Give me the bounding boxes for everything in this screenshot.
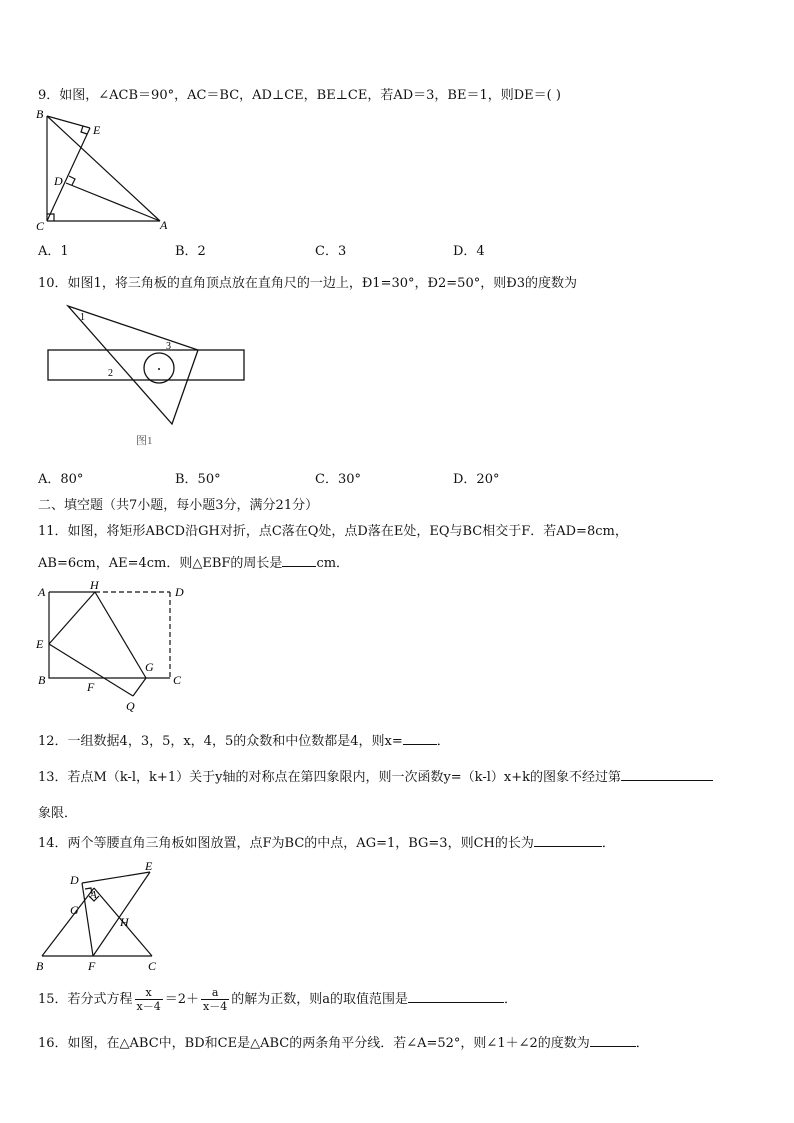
q14-label-C: C bbox=[148, 959, 157, 973]
q10-figure bbox=[38, 298, 258, 456]
q10-option-b[interactable]: B．50° bbox=[175, 472, 221, 487]
q14 bbox=[38, 832, 615, 851]
q14-label-G: G bbox=[70, 903, 79, 917]
q13-text: 13．若点M（k-l，k+1）关于y轴的对称点在第四象限内，则一次函数y=（k-l）x+k的图象不经过第 bbox=[38, 770, 621, 785]
q11-label-Q: Q bbox=[126, 699, 135, 713]
q12-answer-blank[interactable] bbox=[403, 732, 437, 745]
q14-label-E: E bbox=[145, 859, 153, 873]
q13-answer-blank[interactable] bbox=[621, 768, 713, 781]
q15-answer-blank[interactable] bbox=[408, 990, 504, 1003]
q9-option-a[interactable]: A．1 bbox=[38, 244, 69, 259]
q9-label-B: B bbox=[36, 107, 44, 121]
q11-label-C: C bbox=[173, 673, 182, 687]
q15-text-b: 的解为正数，则a的取值范围是 bbox=[231, 992, 408, 1007]
q9-option-d[interactable]: D．4 bbox=[453, 244, 485, 259]
q15-mid: ＝2＋ bbox=[164, 992, 200, 1007]
q13-end: 象限． bbox=[38, 806, 78, 821]
q10-label-3: 3 bbox=[166, 341, 171, 352]
q15-end: ． bbox=[504, 992, 518, 1007]
q9-figure bbox=[30, 106, 180, 234]
q14-answer-blank[interactable] bbox=[534, 834, 602, 847]
q11-line2-text: AB=6cm，AE=4cm．则△EBF的周长是 bbox=[38, 556, 283, 571]
q9-label-A: A bbox=[160, 218, 168, 232]
q16-answer-blank[interactable] bbox=[590, 1034, 636, 1047]
q15-text-a: 15．若分式方程 bbox=[38, 992, 133, 1007]
q10-stem: 10．如图1，将三角板的直角顶点放在直角尺的一边上，Ð1=30°，Ð2=50°，则Ð3的度数为 bbox=[38, 276, 577, 291]
q14-label-A: A bbox=[90, 889, 97, 901]
q11-label-G: G bbox=[145, 660, 154, 674]
q11-label-A: A bbox=[38, 585, 46, 599]
q14-figure bbox=[30, 858, 170, 978]
q15-frac1-num: x bbox=[135, 986, 163, 1000]
q16 bbox=[38, 1032, 649, 1051]
q9-label-E: E bbox=[93, 123, 101, 137]
q15-frac2-den: x－4 bbox=[203, 1000, 228, 1013]
q11-label-D: D bbox=[175, 585, 184, 599]
q9-option-c[interactable]: C．3 bbox=[315, 244, 347, 259]
q14-text: 14．两个等腰直角三角板如图放置，点F为BC的中点，AG=1，BG=3，则CH的长为 bbox=[38, 836, 534, 851]
q11-label-F: F bbox=[87, 680, 95, 694]
q10-label-2: 2 bbox=[108, 368, 113, 379]
q15-fraction-2 bbox=[201, 986, 229, 1013]
q10-option-c[interactable]: C．30° bbox=[315, 472, 361, 487]
q11-line2-unit: cm． bbox=[316, 556, 350, 571]
q10-label-1: 1 bbox=[80, 312, 85, 323]
q14-end: ． bbox=[601, 836, 615, 851]
q11-figure bbox=[30, 578, 200, 714]
section-heading: 二、填空题（共7小题，每小题3分，满分21分） bbox=[38, 498, 319, 513]
q11-label-B: B bbox=[38, 673, 46, 687]
q15-fraction-1 bbox=[135, 986, 163, 1013]
q10-option-a[interactable]: A．80° bbox=[38, 472, 84, 487]
q10-caption: 图1 bbox=[136, 435, 153, 447]
q14-label-B: B bbox=[36, 959, 44, 973]
q11-label-H: H bbox=[90, 578, 99, 592]
q14-label-D: D bbox=[70, 873, 79, 887]
q9-label-D: D bbox=[54, 174, 63, 188]
q14-label-H: H bbox=[120, 915, 129, 929]
q9-option-b[interactable]: B．2 bbox=[175, 244, 206, 259]
q11-line2 bbox=[38, 552, 349, 571]
q12-end: ． bbox=[436, 734, 450, 749]
q9-label-C: C bbox=[36, 219, 45, 233]
q15-frac2-num: a bbox=[201, 986, 229, 1000]
q15-frac1-den: x－4 bbox=[136, 1000, 161, 1013]
q15 bbox=[38, 986, 517, 1013]
q11-label-E: E bbox=[36, 637, 44, 651]
q11-line1: 11．如图，将矩形ABCD沿GH对折，点C落在Q处，点D落在E处，EQ与BC相交于F．若AD=8cm， bbox=[38, 524, 628, 539]
q9-stem: 9．如图，∠ACB＝90°，AC＝BC，AD⊥CE，BE⊥CE，若AD＝3，BE＝1，则DE＝( ) bbox=[38, 88, 561, 103]
q16-text: 16．如图，在△ABC中，BD和CE是△ABC的两条角平分线．若∠A=52°，则∠1＋∠2的度数为 bbox=[38, 1036, 590, 1051]
q14-label-F: F bbox=[88, 959, 96, 973]
q13 bbox=[38, 766, 713, 785]
q10-option-d[interactable]: D．20° bbox=[453, 472, 500, 487]
q11-answer-blank[interactable] bbox=[282, 554, 316, 567]
q12-text: 12．一组数据4，3，5，x，4，5的众数和中位数都是4，则x= bbox=[38, 734, 403, 749]
q12 bbox=[38, 730, 450, 749]
q16-end: ． bbox=[635, 1036, 649, 1051]
